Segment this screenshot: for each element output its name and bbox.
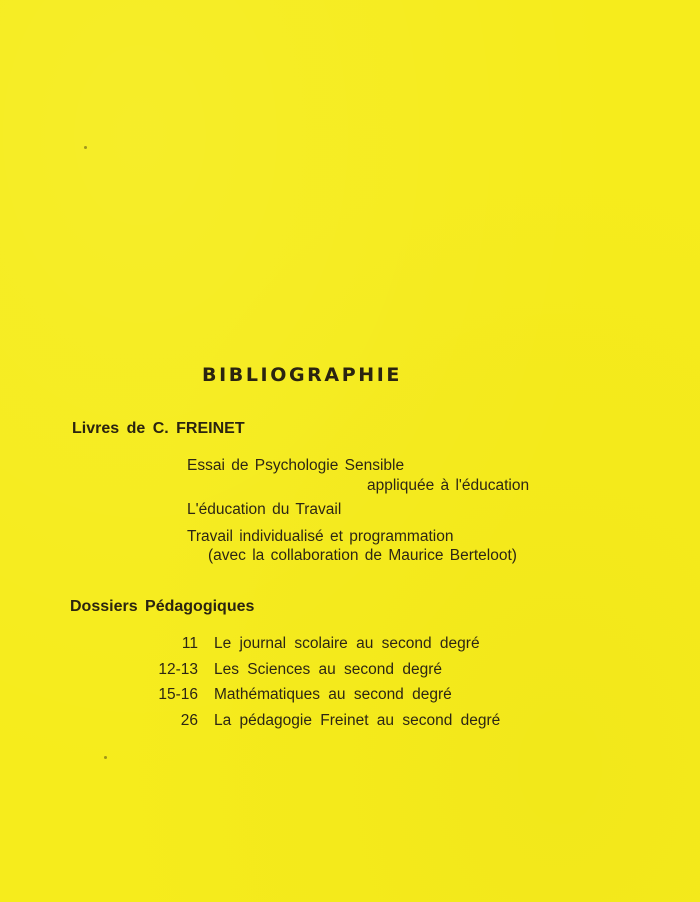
dossier-label: La pédagogie Freinet au second degré — [214, 712, 501, 729]
book-item-1-line1: Essai de Psychologie Sensible — [187, 457, 405, 474]
books-heading: Livres de C. FREINET — [72, 420, 245, 437]
book-item-3-line2: (avec la collaboration de Maurice Berteloot) — [208, 547, 517, 564]
dossier-row — [150, 634, 480, 654]
dossier-number: 15-16 — [158, 686, 198, 703]
dossier-row — [150, 685, 452, 705]
dossier-row — [150, 660, 442, 680]
book-item-2-line1: L'éducation du Travail — [187, 501, 342, 518]
dossiers-heading: Dossiers Pédagogiques — [70, 598, 255, 615]
dossier-label: Les Sciences au second degré — [214, 661, 442, 678]
paper-speck — [104, 756, 107, 759]
dossier-label: Mathématiques au second degré — [214, 686, 452, 703]
dossier-label: Le journal scolaire au second degré — [214, 635, 480, 652]
page-title: BIBLIOGRAPHIE — [202, 364, 402, 386]
dossier-number: 11 — [181, 635, 198, 652]
dossier-number: 26 — [180, 712, 198, 729]
dossier-row — [150, 711, 500, 731]
dossier-number: 12-13 — [158, 661, 198, 678]
paper-speck — [84, 146, 87, 149]
book-item-1-line2: appliquée à l'éducation — [367, 477, 530, 494]
book-item-3-line1: Travail individualisé et programmation — [187, 528, 454, 545]
